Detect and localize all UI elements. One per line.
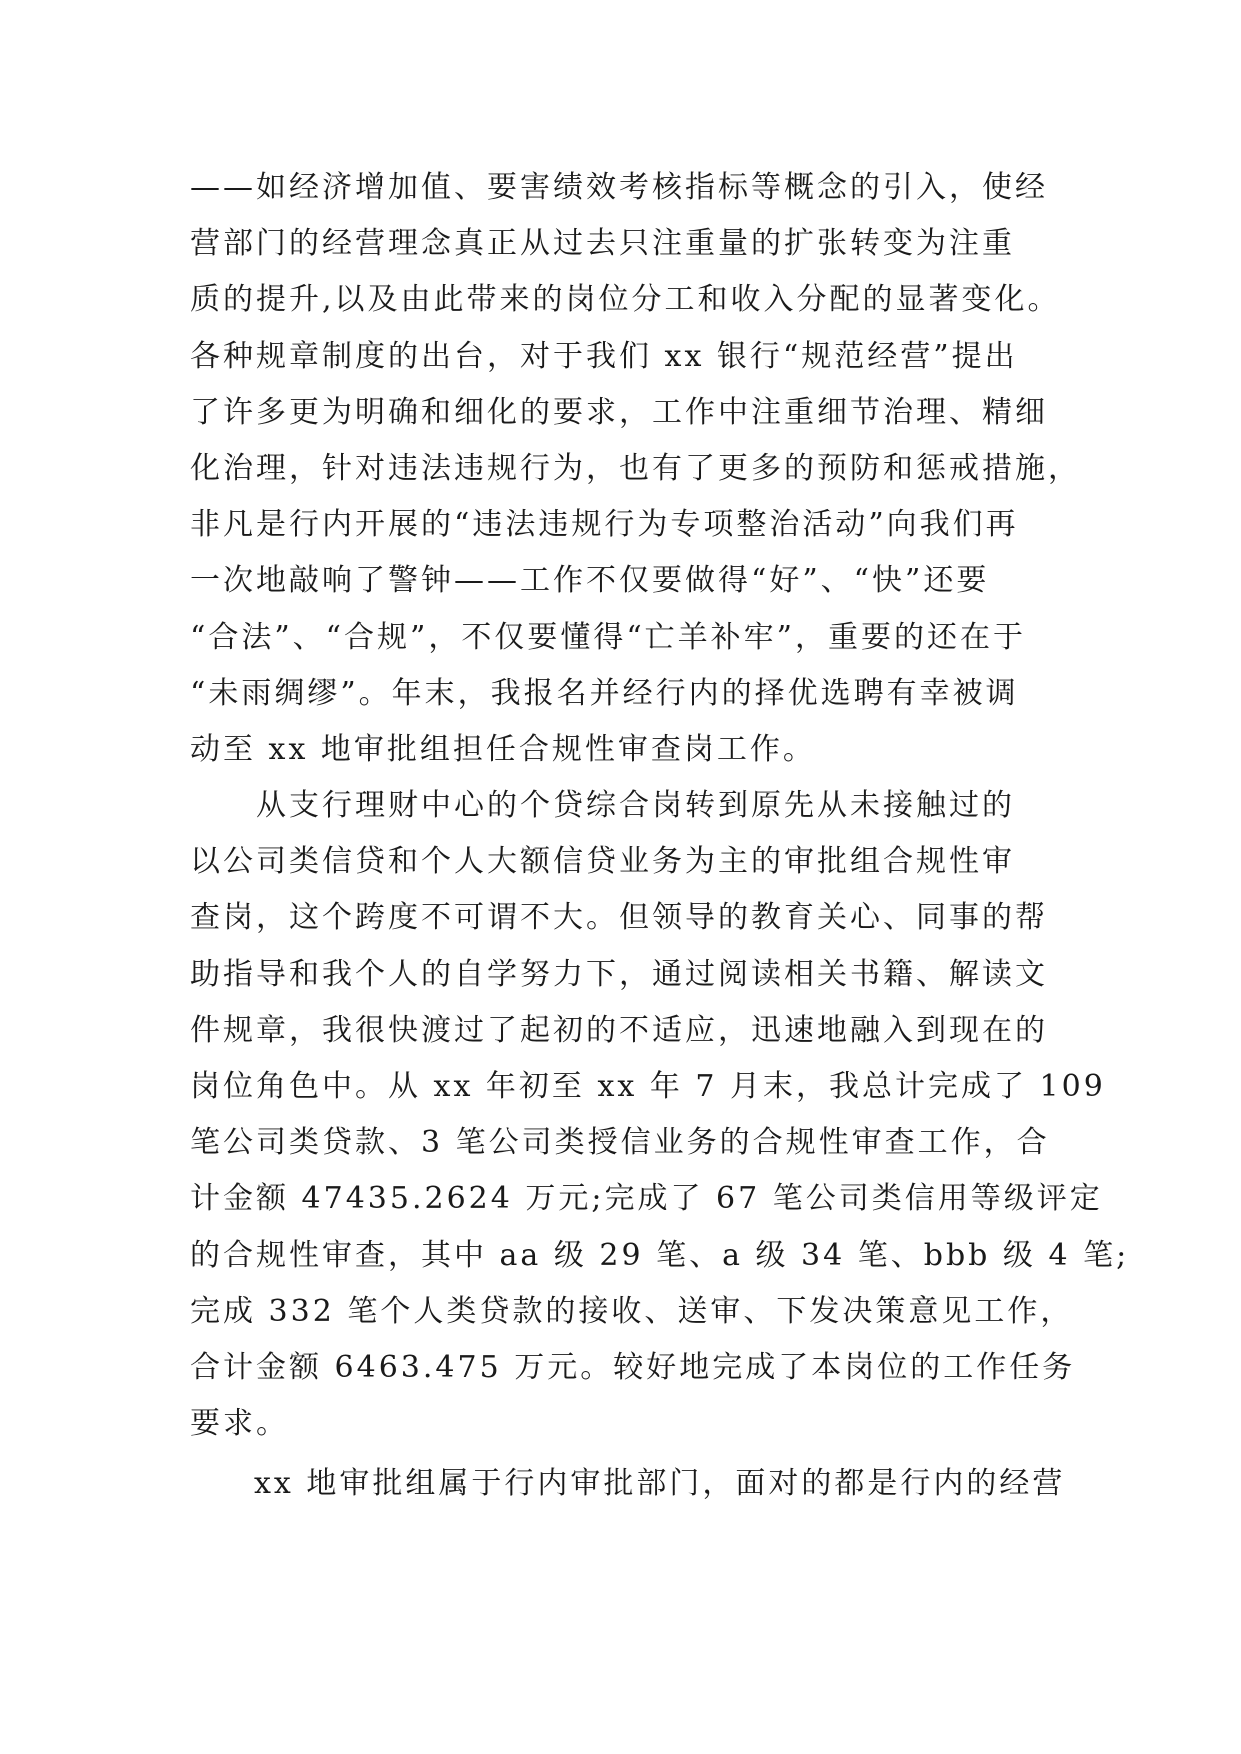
text-line: 完成 332 笔个人类贷款的接收、送审、下发决策意见工作， (190, 1293, 1074, 1329)
text-line: 的合规性审查，其中 aa 级 29 笔、a 级 34 笔、bbb 级 4 笔; (190, 1237, 1130, 1273)
text-line: 查岗，这个跨度不可谓不大。但领导的教育关心、同事的帮 (190, 900, 1048, 936)
paragraph-first-line: 从支行理财中心的个贷综合岗转到原先从未接触过的 (256, 788, 1015, 824)
text-line: 合计金额 6463.475 万元。较好地完成了本岗位的工作任务 (190, 1349, 1076, 1385)
paragraph-first-line: xx 地审批组属于行内审批部门，面对的都是行内的经营 (254, 1466, 1066, 1502)
text-line: 各种规章制度的出台，对于我们 xx 银行“规范经营”提出 (190, 338, 1018, 374)
body-text (190, 160, 1130, 1513)
text-line: 计金额 47435.2624 万元;完成了 67 笔公司类信用等级评定 (190, 1181, 1103, 1217)
text-line: 笔公司类贷款、3 笔公司类授信业务的合规性审查工作，合 (190, 1125, 1050, 1161)
text-line: “合法”、“合规”，不仅要懂得“亡羊补牢”，重要的还在于 (190, 619, 1027, 655)
text-line: 了许多更为明确和细化的要求，工作中注重细节治理、精细 (190, 394, 1048, 430)
text-line: 要求。 (190, 1406, 289, 1442)
text-line: 非凡是行内开展的“违法违规行为专项整治活动”向我们再 (190, 507, 1019, 543)
text-line: 件规章，我很快渡过了起初的不适应，迅速地融入到现在的 (190, 1012, 1048, 1048)
text-line: “未雨绸缪”。年末，我报名并经行内的择优选聘有幸被调 (190, 675, 1019, 711)
text-line: 一次地敲响了警钟——工作不仅要做得“好”、“快”还要 (190, 563, 990, 599)
text-line: ——如经济增加值、要害绩效考核指标等概念的引入，使经 (190, 170, 1048, 205)
text-line: 质的提升,以及由此带来的岗位分工和收入分配的显著变化。 (190, 282, 1061, 318)
text-line: 岗位角色中。从 xx 年初至 xx 年 7 月末，我总计完成了 109 (190, 1069, 1106, 1104)
text-line: 助指导和我个人的自学努力下，通过阅读相关书籍、解读文 (190, 956, 1048, 992)
text-line: 以公司类信贷和个人大额信贷业务为主的审批组合规性审 (190, 844, 1015, 880)
text-line: 化治理，针对违法违规行为，也有了更多的预防和惩戒措施， (190, 450, 1081, 486)
text-line: 营部门的经营理念真正从过去只注重量的扩张转变为注重 (190, 226, 1015, 262)
text-line: 动至 xx 地审批组担任合规性审查岗工作。 (190, 731, 816, 767)
